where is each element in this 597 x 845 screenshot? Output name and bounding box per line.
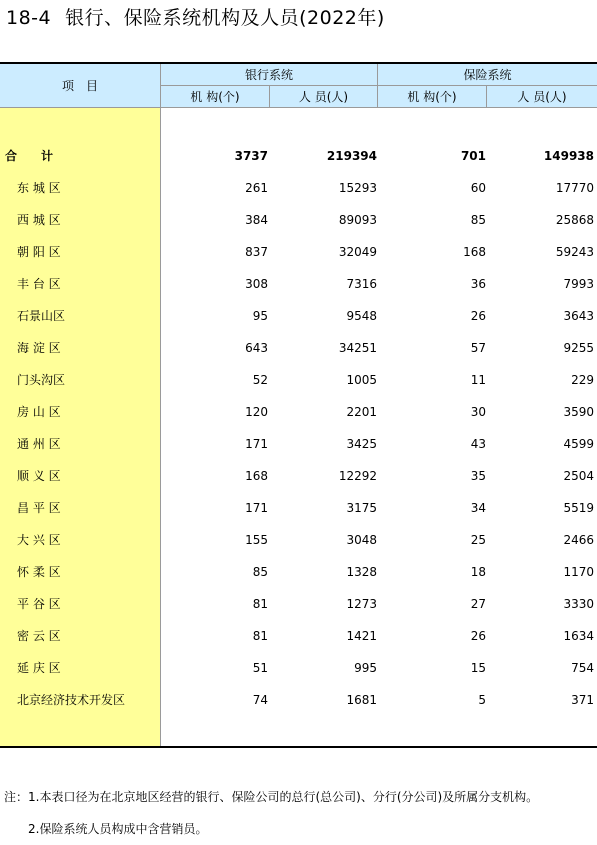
bank-institutions-value: 85 (252, 565, 268, 579)
bank-staff-value: 3425 (346, 437, 377, 451)
total-row (0, 140, 597, 172)
row-name: 延 庆 区 (17, 661, 61, 675)
footnote-1: 注：1.本表口径为在北京地区经营的银行、保险公司的总行(总公司)、分行(分公司)及所属分支机构。 (4, 790, 539, 804)
bank-institutions-value: 74 (252, 693, 268, 707)
bank-staff-value: 3048 (346, 533, 377, 547)
header-divider-v4 (486, 86, 487, 108)
insurance-staff-value: 59243 (555, 245, 594, 259)
row-name: 石景山区 (17, 309, 66, 323)
header-insurance-staff: 人 员(人) (517, 90, 567, 104)
bank-staff-value: 89093 (338, 213, 377, 227)
table-row (0, 684, 597, 716)
insurance-institutions-value: 43 (470, 437, 486, 451)
bank-institutions-value: 308 (245, 277, 268, 291)
insurance-institutions-value: 85 (470, 213, 486, 227)
bank-staff-value: 1273 (346, 597, 377, 611)
bank-staff-value: 1681 (346, 693, 377, 707)
insurance-institutions-value: 34 (470, 501, 486, 515)
bank-institutions-value: 3737 (234, 149, 268, 163)
insurance-staff-value: 371 (571, 693, 594, 707)
bank-institutions-value: 837 (245, 245, 268, 259)
insurance-institutions-value: 15 (470, 661, 486, 675)
row-name: 顺 义 区 (17, 469, 61, 483)
table-row (0, 652, 597, 684)
table-row (0, 460, 597, 492)
bank-institutions-value: 261 (245, 181, 268, 195)
insurance-staff-value: 1634 (563, 629, 594, 643)
bank-staff-value: 995 (354, 661, 377, 675)
table-row (0, 268, 597, 300)
table-row (0, 620, 597, 652)
header-divider-v2 (377, 64, 378, 108)
bank-institutions-value: 81 (252, 629, 268, 643)
bank-institutions-value: 643 (245, 341, 268, 355)
row-name: 丰 台 区 (17, 277, 61, 291)
insurance-institutions-value: 36 (470, 277, 486, 291)
bank-staff-value: 1005 (346, 373, 377, 387)
insurance-institutions-value: 701 (460, 149, 486, 163)
insurance-staff-value: 3590 (563, 405, 594, 419)
bank-staff-value: 34251 (338, 341, 377, 355)
insurance-staff-value: 1170 (563, 565, 594, 579)
insurance-institutions-value: 35 (470, 469, 486, 483)
bank-staff-value: 32049 (338, 245, 377, 259)
row-name: 北京经济技术开发区 (17, 693, 126, 707)
insurance-institutions-value: 18 (470, 565, 486, 579)
row-name: 平 谷 区 (17, 597, 61, 611)
insurance-institutions-value: 25 (470, 533, 486, 547)
table-row (0, 172, 597, 204)
insurance-staff-value: 149938 (543, 149, 594, 163)
table-row (0, 396, 597, 428)
header-bank-institutions: 机 构(个) (190, 90, 240, 104)
insurance-institutions-value: 60 (470, 181, 486, 195)
insurance-staff-value: 4599 (563, 437, 594, 451)
page-title (6, 6, 385, 30)
insurance-staff-value: 3643 (563, 309, 594, 323)
insurance-staff-value: 25868 (555, 213, 594, 227)
table-code: 18-4 (6, 7, 52, 29)
bank-staff-value: 3175 (346, 501, 377, 515)
bank-institutions-value: 81 (252, 597, 268, 611)
header-divider-v3 (269, 86, 270, 108)
bank-institutions-value: 155 (245, 533, 268, 547)
bank-staff-value: 2201 (346, 405, 377, 419)
header-insurance-institutions: 机 构(个) (407, 90, 457, 104)
insurance-institutions-value: 11 (470, 373, 486, 387)
bank-institutions-value: 384 (245, 213, 268, 227)
table-row (0, 428, 597, 460)
table-row (0, 236, 597, 268)
table-row (0, 556, 597, 588)
table-row (0, 204, 597, 236)
header-divider-h1 (160, 85, 597, 86)
insurance-staff-value: 754 (571, 661, 594, 675)
table-row (0, 524, 597, 556)
bank-staff-value: 1421 (346, 629, 377, 643)
table-title: 银行、保险系统机构及人员(2022年) (65, 7, 385, 29)
insurance-institutions-value: 57 (470, 341, 486, 355)
row-name: 通 州 区 (17, 437, 61, 451)
bank-institutions-value: 171 (245, 437, 268, 451)
header-divider-v1 (160, 64, 161, 108)
bank-institutions-value: 95 (252, 309, 268, 323)
footnote-2: 2.保险系统人员构成中含营销员。 (28, 822, 208, 836)
bank-institutions-value: 52 (252, 373, 268, 387)
insurance-institutions-value: 30 (470, 405, 486, 419)
header-item: 项 目 (61, 79, 98, 93)
table-header (0, 64, 597, 108)
table-row (0, 364, 597, 396)
insurance-staff-value: 2504 (563, 469, 594, 483)
bank-institutions-value: 51 (252, 661, 268, 675)
insurance-staff-value: 229 (571, 373, 594, 387)
insurance-institutions-value: 168 (463, 245, 486, 259)
header-insurance: 保险系统 (463, 68, 512, 82)
header-bank: 银行系统 (244, 68, 293, 82)
table-row (0, 332, 597, 364)
row-name: 朝 阳 区 (17, 245, 61, 259)
bank-staff-value: 15293 (338, 181, 377, 195)
bank-staff-value: 7316 (346, 277, 377, 291)
insurance-staff-value: 7993 (563, 277, 594, 291)
bank-institutions-value: 168 (245, 469, 268, 483)
insurance-institutions-value: 27 (470, 597, 486, 611)
insurance-institutions-value: 5 (478, 693, 486, 707)
insurance-institutions-value: 26 (470, 629, 486, 643)
row-name: 大 兴 区 (17, 533, 61, 547)
insurance-staff-value: 5519 (563, 501, 594, 515)
table-row (0, 492, 597, 524)
table-row (0, 588, 597, 620)
bank-staff-value: 12292 (338, 469, 377, 483)
bank-staff-value: 1328 (346, 565, 377, 579)
row-name: 怀 柔 区 (17, 565, 61, 579)
data-table (0, 62, 597, 748)
insurance-institutions-value: 26 (470, 309, 486, 323)
bank-staff-value: 219394 (326, 149, 377, 163)
row-name: 西 城 区 (17, 213, 61, 227)
bank-institutions-value: 120 (245, 405, 268, 419)
insurance-staff-value: 3330 (563, 597, 594, 611)
insurance-staff-value: 2466 (563, 533, 594, 547)
row-name: 东 城 区 (17, 181, 61, 195)
table-row (0, 300, 597, 332)
row-name: 海 淀 区 (17, 341, 61, 355)
row-name: 合 计 (5, 149, 54, 163)
bank-staff-value: 9548 (346, 309, 377, 323)
row-name: 房 山 区 (17, 405, 61, 419)
insurance-staff-value: 17770 (555, 181, 594, 195)
row-name: 密 云 区 (17, 629, 61, 643)
row-name: 昌 平 区 (17, 501, 61, 515)
row-name: 门头沟区 (17, 373, 66, 387)
insurance-staff-value: 9255 (563, 341, 594, 355)
header-bank-staff: 人 员(人) (298, 90, 349, 104)
bank-institutions-value: 171 (245, 501, 268, 515)
table-bottom-rule (0, 746, 597, 748)
